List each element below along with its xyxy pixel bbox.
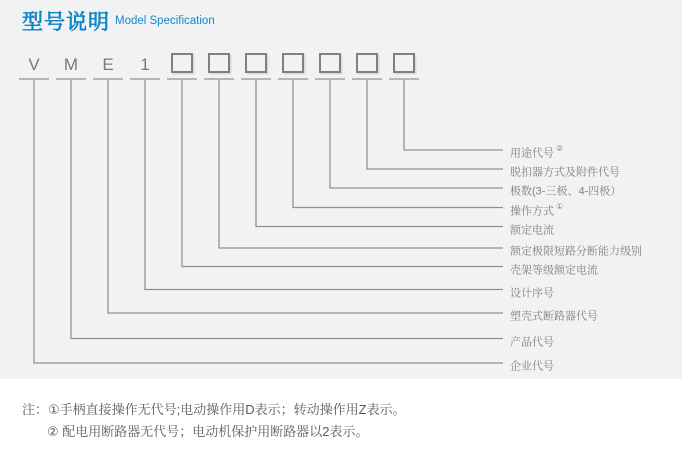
spec-label-text: 操作方式	[510, 205, 554, 218]
footnote-mark: ①	[556, 202, 564, 211]
connector-line	[130, 79, 503, 290]
connector-line	[315, 79, 503, 188]
model-code-box	[356, 53, 378, 73]
spec-label-text: 产品代号	[510, 336, 554, 349]
spec-label-product-code	[510, 331, 556, 349]
spec-label-frame-rated-current	[510, 259, 600, 277]
model-char: E	[102, 55, 114, 74]
connector-line	[19, 79, 503, 363]
footnote-line-1: 注：①手柄直接操作无代号;电动操作用D表示；转动操作用Z表示。	[22, 402, 406, 417]
spec-label-text: 脱扣器方式及附件代号	[510, 166, 620, 179]
connector-line	[241, 79, 503, 227]
spec-label-poles	[510, 180, 623, 198]
connector-line	[352, 79, 503, 169]
connector-line	[389, 79, 503, 150]
spec-label-text: 壳架等级额定电流	[510, 264, 598, 277]
page-title: 型号说明	[22, 11, 110, 34]
model-code-box	[393, 53, 415, 73]
spec-label-text: 企业代号	[510, 360, 554, 373]
spec-label-application-code	[510, 142, 564, 160]
footnotes	[22, 399, 406, 443]
model-char: V	[28, 55, 40, 74]
footnote-line-2: ② 配电用断路器无代号；电动机保护用断路器以2表示。	[47, 424, 369, 439]
model-char: 1	[140, 55, 150, 74]
connector-line	[204, 79, 503, 248]
spec-label-breaking-capacity	[510, 240, 644, 258]
footnote-mark: ②	[556, 144, 564, 153]
spec-label-enterprise-code	[510, 355, 556, 373]
spec-label-design-serial	[510, 282, 556, 300]
model-char: M	[63, 55, 79, 74]
spec-label-text: 极数(3-三极、4-四极）	[510, 185, 622, 198]
spec-label-rated-current	[510, 219, 556, 237]
spec-label-text: 塑壳式断路器代号	[510, 310, 598, 323]
spec-label-text: 额定极限短路分断能力级别	[510, 245, 642, 258]
spec-label-operation-mode	[510, 200, 564, 218]
model-code-box	[245, 53, 267, 73]
spec-label-release-accessory-code	[510, 161, 622, 179]
spec-label-text: 用途代号	[510, 147, 554, 160]
model-code-box	[319, 53, 341, 73]
connector-line	[167, 79, 503, 267]
model-code-box	[171, 53, 193, 73]
model-code-box	[282, 53, 304, 73]
page-subtitle-en: Model Specification	[115, 15, 215, 27]
spec-label-text: 额定电流	[510, 224, 554, 237]
connector-line	[93, 79, 503, 313]
spec-label-mccb-code	[510, 305, 600, 323]
connector-line	[56, 79, 503, 339]
spec-label-text: 设计序号	[510, 287, 554, 300]
model-code-box	[208, 53, 230, 73]
